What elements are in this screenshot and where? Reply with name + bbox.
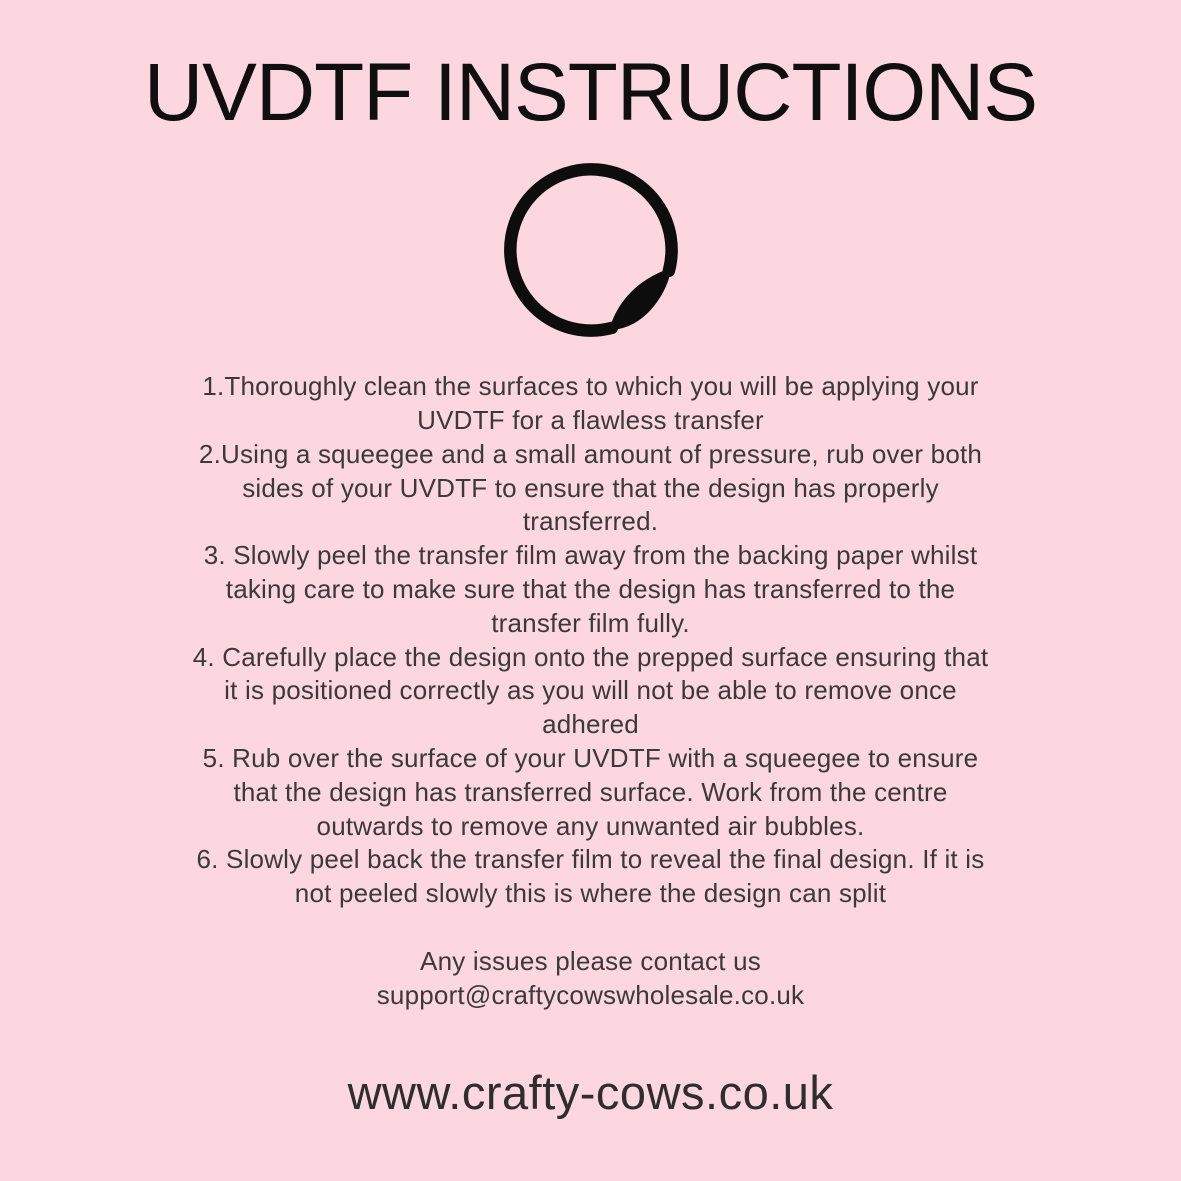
page-title: UVDTF INSTRUCTIONS [143,47,1038,138]
icon-container [0,152,1181,348]
instruction-step-4: 4. Carefully place the design onto the prepped surface ensuring that it is positioned correctly as you will not be able to remove once adhered [192,641,989,740]
sticker-peel-icon [495,154,687,346]
instruction-step-3: 3. Slowly peel the transfer film away from the backing paper whilst taking care to make sure that the design has transferred to the transfer film fully. [203,540,978,638]
instruction-step-1: 1.Thoroughly clean the surfaces to which you will be applying your UVDTF for a flawless transfer [202,371,979,436]
contact-message: Any issues please contact us [420,946,761,977]
website-url: www.crafty-cows.co.uk [347,1065,834,1119]
instruction-step-6: 6. Slowly peel back the transfer film to reveal the final design. If it is not peeled slowly this is where the design can split [196,844,985,909]
contact-email: support@craftycowswholesale.co.uk [376,979,805,1010]
contact-block [0,945,1181,1013]
instruction-step-2: 2.Using a squeegee and a small amount of pressure, rub over both sides of your UVDTF to ensure that the design has properly transferred. [198,438,983,537]
instructions-list [185,370,997,911]
instruction-step-5: 5. Rub over the surface of your UVDTF with a squeegee to ensure that the design has transferred surface. Work from the centre outwards to remove any unwanted air bubbles. [202,743,979,841]
